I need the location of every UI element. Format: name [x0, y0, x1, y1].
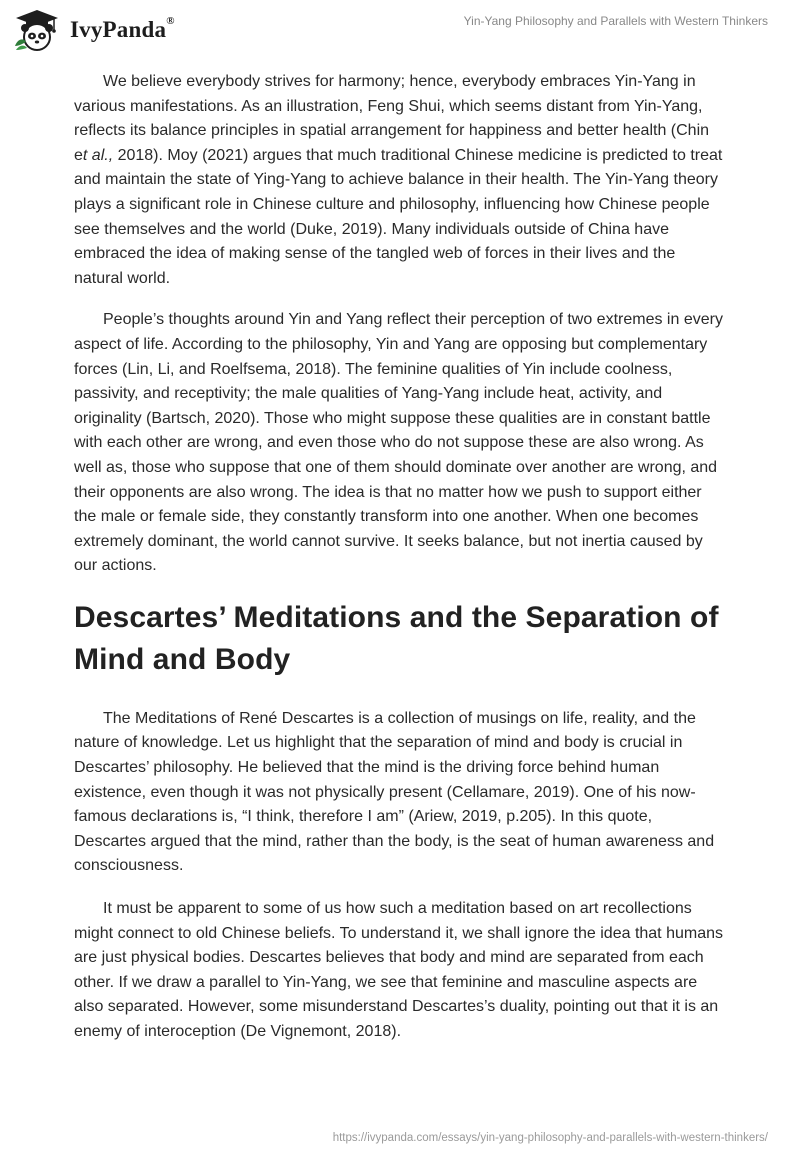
source-url[interactable]: https://ivypanda.com/essays/yin-yang-philosophy-and-parallels-with-western-thinkers/	[332, 1132, 768, 1144]
panda-graduate-icon	[12, 8, 62, 52]
ivypanda-logo[interactable]	[12, 8, 175, 52]
document-title: Yin-Yang Philosophy and Parallels with Western Thinkers	[463, 14, 768, 28]
citation-italic: t al.,	[82, 146, 114, 164]
paragraph-text: 2018). Moy (2021) argues that much traditional Chinese medicine is predicted to treat and maintain the state of Ying-Yang to achieve balance in their health. The Yin-Yang theory plays a significant role in Chinese culture and philosophy, influencing how Chinese people see themselves and the world (Duke, 2019). Many individuals outside of China have embraced the idea of making sense of the tangled web of forces in their lives and the natural world.	[74, 146, 723, 287]
page-header	[0, 0, 800, 56]
paragraph-yin-yang-extremes: People’s thoughts around Yin and Yang reflect their perception of two extremes in every aspect of life. According to the philosophy, Yin and Yang are opposing but complementary forces (Lin, Li, and Roelfsema, 2018). The feminine qualities of Yin include coolness, passivity, and receptivity; the male qualities of Yang-Yang include heat, activity, and originality (Bartsch, 2020). Those who might suppose these qualities are in constant battle with each other are wrong, and even those who do not suppose these are also wrong. As well as, those who suppose that one of them should dominate over another are wrong, and their opponents are also wrong. The idea is that no matter how we push to support either the male or female side, they constantly transform into one another. When one becomes extremely dominant, the world cannot survive. It seeks balance, but not inertia caused by our actions.	[74, 311, 723, 575]
logo-wordmark	[70, 17, 175, 43]
paragraph-descartes-meditations: The Meditations of René Descartes is a collection of musings on life, reality, and the nature of knowledge. Let us highlight that the separation of mind and body is crucial in Descartes’ philosophy. He believed that the mind is the driving force behind human existence, even though it was not physically present (Cellamare, 2019). One of his now-famous declarations is, “I think, therefore I am” (Ariew, 2019, p.205). In this quote, Descartes argued that the mind, rather than the body, is the seat of human awareness and consciousness.	[74, 709, 715, 875]
essay-content	[74, 70, 726, 1063]
section-heading: Descartes’ Meditations and the Separation of Mind and Body	[74, 600, 719, 676]
paragraph-text: We believe everybody strives for harmony; hence, everybody embraces Yin-Yang in various manifestations. As an illustration, Feng Shui, which seems distant from Yin-Yang, reflects its balance principles in spatial arrangement for happiness and better health (Chin e	[74, 73, 710, 164]
paragraph-descartes-parallel: It must be apparent to some of us how such a meditation based on art recollections might connect to old Chinese beliefs. To understand it, we shall ignore the idea that humans are just physical bodies. Descartes believes that body and mind are separated from each other. If we draw a parallel to Yin-Yang, we see that feminine and masculine aspects are also separated. However, some misunderstand Descartes’s duality, pointing out that it is an enemy of interoception (De Vignemont, 2018).	[74, 900, 723, 1040]
paragraph-yin-yang-harmony	[74, 70, 726, 291]
logo-text: IvyPanda	[70, 17, 167, 42]
registered-mark: ®	[166, 15, 175, 27]
